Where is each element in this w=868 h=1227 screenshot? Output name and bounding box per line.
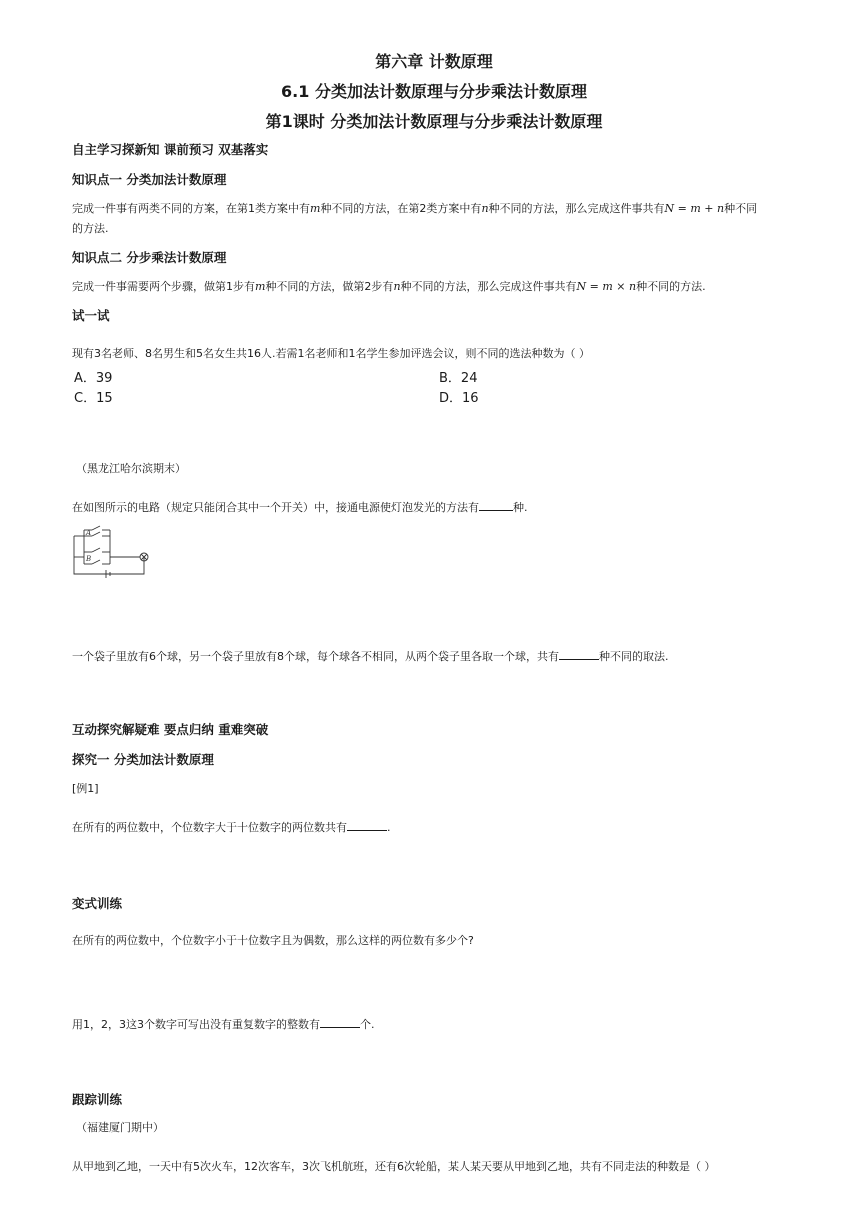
knowledge-point-1-line2: 的方法. [72, 222, 109, 235]
try-source: （黑龙江哈尔滨期末） [76, 462, 186, 475]
lesson-title: 第1课时 分类加法计数原理与分步乘法计数原理 [265, 112, 603, 131]
variant-question-1: 在所有的两位数中，个位数字小于十位数字且为偶数，那么这样的两位数有多少个? [72, 934, 474, 947]
try-question-2: 在如图所示的电路（规定只能闭合其中一个开关）中，接通电源使灯泡发光的方法有 种. [72, 501, 528, 514]
variant-question-2: 用1，2，3这3个数字可写出没有重复数字的整数有 个. [72, 1018, 375, 1031]
circuit-label-b: B [86, 555, 92, 563]
tracking-source: （福建厦门期中） [76, 1121, 164, 1134]
section-title: 6.1 分类加法计数原理与分步乘法计数原理 [281, 82, 587, 101]
interactive-heading: 互动探究解疑难 要点归纳 重难突破 [72, 722, 269, 737]
tracking-question: 从甲地到乙地，一天中有5次火车，12次客车，3次飞机航班，还有6次轮船，某人某天要从甲地到乙地，共有不同走法的种数是（ ） [72, 1160, 716, 1173]
example-1-question: 在所有的两位数中，个位数字大于十位数字的两位数共有 . [72, 821, 391, 834]
option-c: C．15 [74, 391, 113, 406]
variant-training-title: 变式训练 [72, 896, 123, 911]
option-d: D．16 [439, 391, 479, 406]
tracking-training-title: 跟踪训练 [72, 1092, 123, 1107]
option-a: A．39 [74, 371, 113, 386]
self-study-heading: 自主学习探新知 课前预习 双基落实 [72, 142, 269, 157]
knowledge-point-2-text: 完成一件事需要两个步骤，做第1步有m种不同的方法，做第2步有n种不同的方法，那么完成这件事共有N = m × n种不同的方法. [72, 280, 706, 293]
explore-1-title: 探究一 分类加法计数原理 [72, 752, 214, 767]
option-b: B．24 [439, 371, 478, 386]
try-question-3: 一个袋子里放有6个球，另一个袋子里放有8个球，每个球各不相同，从两个袋子里各取一个球，共有 种不同的取法. [72, 650, 669, 663]
knowledge-point-1-line1: 完成一件事有两类不同的方案，在第1类方案中有m种不同的方法，在第2类方案中有n种不同的方法，那么完成这件事共有N = m + n种不同 [72, 202, 758, 215]
circuit-diagram [70, 524, 160, 580]
knowledge-point-1-title: 知识点一 分类加法计数原理 [72, 172, 227, 187]
try-question-1: 现有3名老师、8名男生和5名女生共16人.若需1名老师和1名学生参加评选会议，则不同的选法种数为（ ） [72, 347, 590, 360]
chapter-title: 第六章 计数原理 [375, 52, 493, 71]
knowledge-point-2-title: 知识点二 分步乘法计数原理 [72, 250, 227, 265]
circuit-label-a: A [86, 529, 92, 537]
try-title: 试一试 [72, 308, 110, 323]
example-1-tag: [例1] [72, 782, 99, 795]
